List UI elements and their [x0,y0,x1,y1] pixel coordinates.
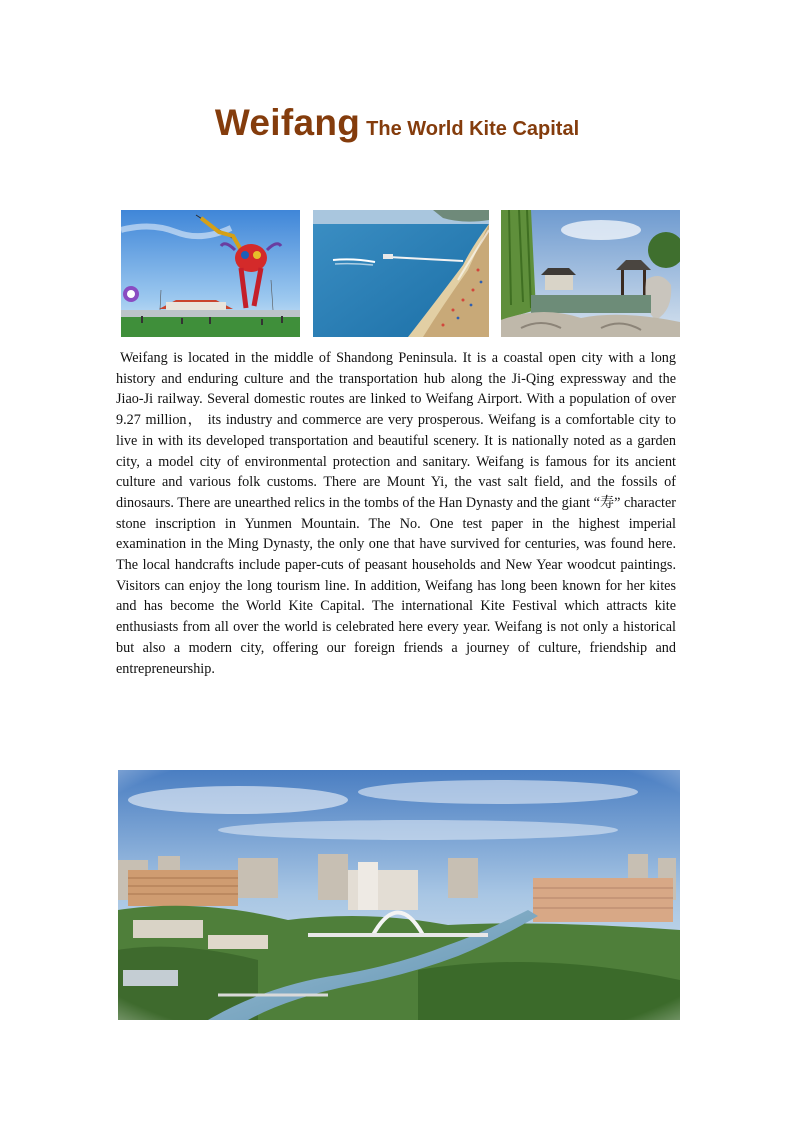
title-main: Weifang [214,102,361,143]
body-paragraph: Weifang is located in the middle of Shandong Peninsula. It is a coastal open city with a long history and enduring culture and the transportation hub along the Ji-Qing expressway and the Jiao-Ji railway. Several domestic routes are linked to Weifang Airport. With a population of over 9.27 million， its industry and commerce are very prosperous. Weifang is a comfortable city to live in with its developed transportation and beautiful scenery. It is nationally noted as a garden city, a model city of environmental protection and sanitary. Weifang is famous for its ancient culture and various folk customs. There are Mount Yi, the vast salt field, and the fossils of dinosaurs. There are unearthed relics in the tombs of the Han Dynasty and the giant “寿” character stone inscription in Yunmen Mountain. The No. One test paper in the highest imperial examination in the Ming Dynasty, the only one that have survived for centuries, was found here. The local handcrafts include paper-cuts of peasant households and New Year woodcut paintings. Visitors can enjoy the long tourism line. In addition, Weifang has long been known for her kites and has become the World Kite Capital. The international Kite Festival which attracts kite enthusiasts from all over the world is celebrated here every year. Weifang is not only a historical but also a modern city, offering our foreign friends a journey of culture, friendship and entrepreneurship. [116,350,676,677]
classical-garden-photo [501,210,680,337]
city-aerial-photo [118,770,680,1020]
beach-pier-photo [313,210,489,337]
title-subtitle: The World Kite Capital [366,118,580,140]
page-title [0,104,794,141]
kite-festival-photo [121,210,300,337]
